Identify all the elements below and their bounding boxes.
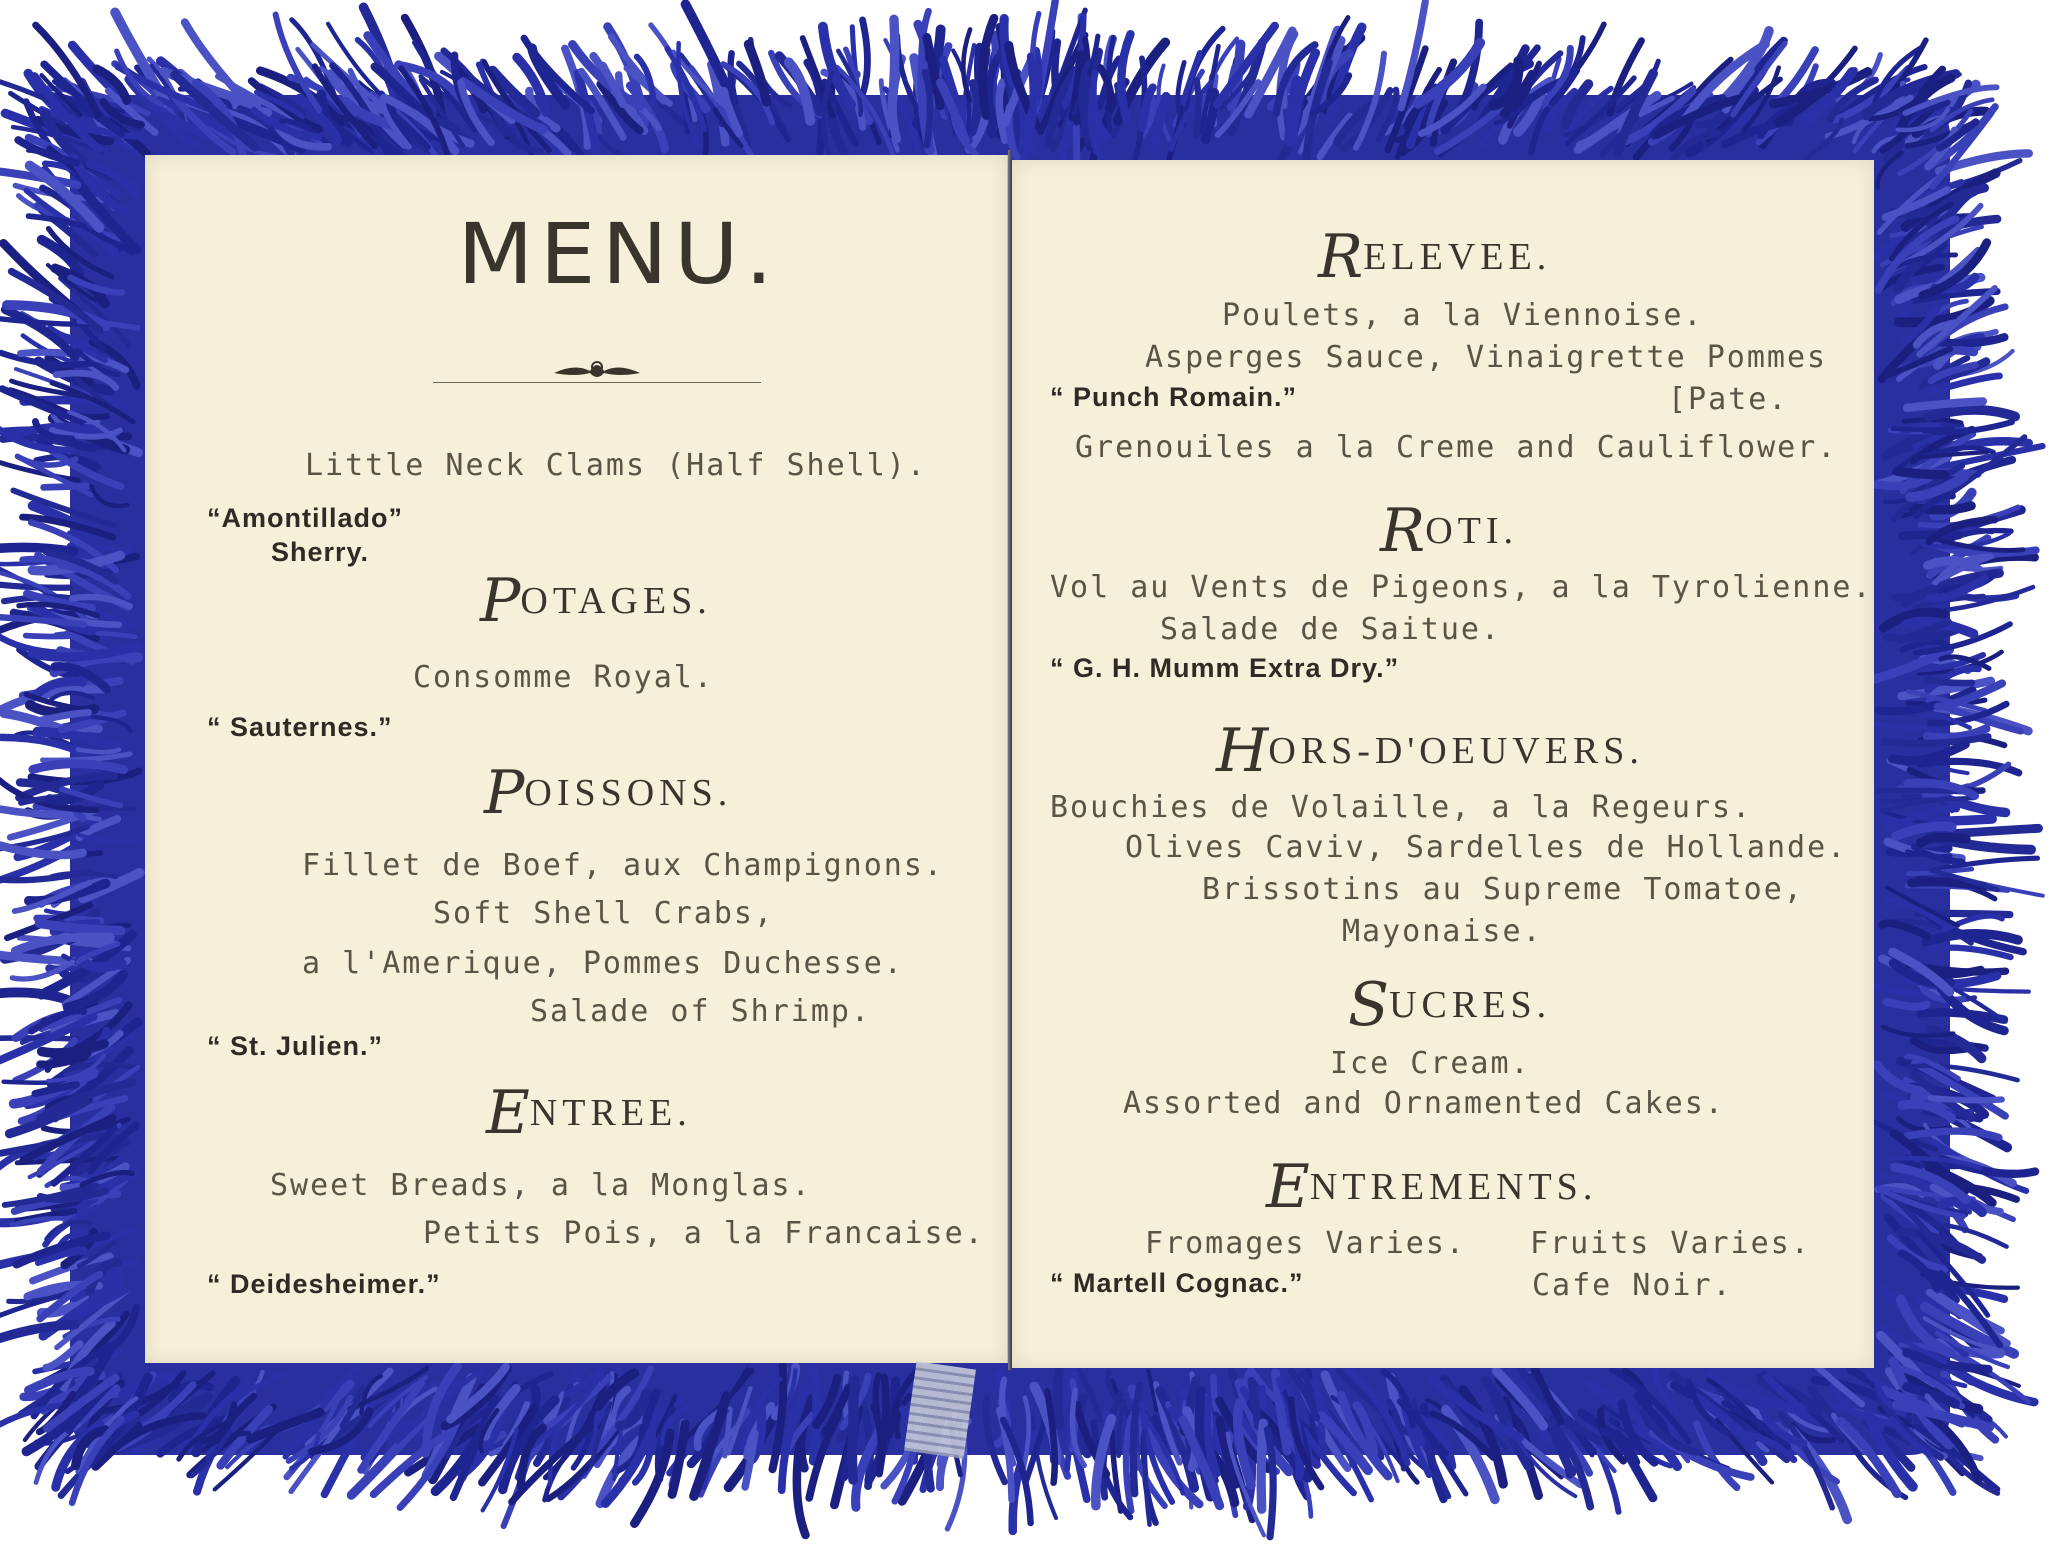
dish-soft-shell-crabs: Soft Shell Crabs, <box>433 896 775 931</box>
wine-sauternes: “ Sauternes.” <box>207 712 393 742</box>
dish-ice-cream: Ice Cream. <box>1330 1046 1531 1081</box>
dish-bouchies: Bouchies de Volaille, a la Regeurs. <box>1050 790 1753 825</box>
dish-sweet-breads: Sweet Breads, a la Monglas. <box>270 1168 812 1203</box>
dish-fromages: Fromages Varies. <box>1145 1226 1466 1261</box>
dish-pommes-duchesse: a l'Amerique, Pommes Duchesse. <box>302 946 904 981</box>
wine-punch-romain: “ Punch Romain.” <box>1050 382 1298 412</box>
dish-brissotins: Brissotins au Supreme Tomatoe, <box>1202 872 1804 907</box>
wine-st-julien: “ St. Julien.” <box>207 1031 384 1061</box>
dish-poulets: Poulets, a la Viennoise. <box>1222 298 1704 333</box>
wine-amontillado: “Amontillado” <box>207 503 403 533</box>
dish-petits-pois: Petits Pois, a la Francaise. <box>423 1216 985 1251</box>
heading-poissons: POISSONS. <box>484 758 733 828</box>
dish-clams: Little Neck Clams (Half Shell). <box>305 448 927 483</box>
dish-salade-shrimp: Salade of Shrimp. <box>530 994 872 1029</box>
dish-cakes: Assorted and Ornamented Cakes. <box>1123 1086 1725 1121</box>
floral-ornament-icon <box>550 355 644 385</box>
heading-entree: ENTREE. <box>486 1078 692 1148</box>
card-spine <box>1008 150 1012 1370</box>
heading-relevee: RELEVEE. <box>1318 222 1552 292</box>
heading-potages: POTAGES. <box>480 566 712 636</box>
heading-entremets: ENTREMENTS. <box>1266 1152 1598 1222</box>
dish-cafe-noir: Cafe Noir. <box>1532 1268 1733 1303</box>
dish-pate: [Pate. <box>1668 382 1789 417</box>
dish-fruits: Fruits Varies. <box>1530 1226 1811 1261</box>
dish-consomme: Consomme Royal. <box>413 660 714 695</box>
dish-olives: Olives Caviv, Sardelles de Hollande. <box>1125 830 1848 865</box>
dish-grenouiles: Grenouiles a la Creme and Cauliflower. <box>1075 430 1838 465</box>
wine-deidesheimer: “ Deidesheimer.” <box>207 1269 441 1299</box>
heading-roti: ROTI. <box>1380 496 1518 566</box>
dish-fillet: Fillet de Boef, aux Champignons. <box>302 848 944 883</box>
dish-asperges: Asperges Sauce, Vinaigrette Pommes <box>1145 340 1828 375</box>
wine-mumm: “ G. H. Mumm Extra Dry.” <box>1050 653 1400 683</box>
menu-title: MENU. <box>457 205 780 303</box>
wine-martell-cognac: “ Martell Cognac.” <box>1050 1268 1304 1298</box>
ribbon-tie <box>904 1361 976 1458</box>
dish-mayonaise: Mayonaise. <box>1342 914 1543 949</box>
dish-vol-au-vents: Vol au Vents de Pigeons, a la Tyrolienne. <box>1050 570 1873 605</box>
heading-sucres: SUCRES. <box>1348 970 1552 1040</box>
wine-sherry: Sherry. <box>271 537 370 567</box>
title-divider <box>433 382 761 383</box>
heading-hors-doeuvers: HORS-D'OEUVERS. <box>1216 716 1644 786</box>
dish-salade-saitue: Salade de Saitue. <box>1160 612 1502 647</box>
